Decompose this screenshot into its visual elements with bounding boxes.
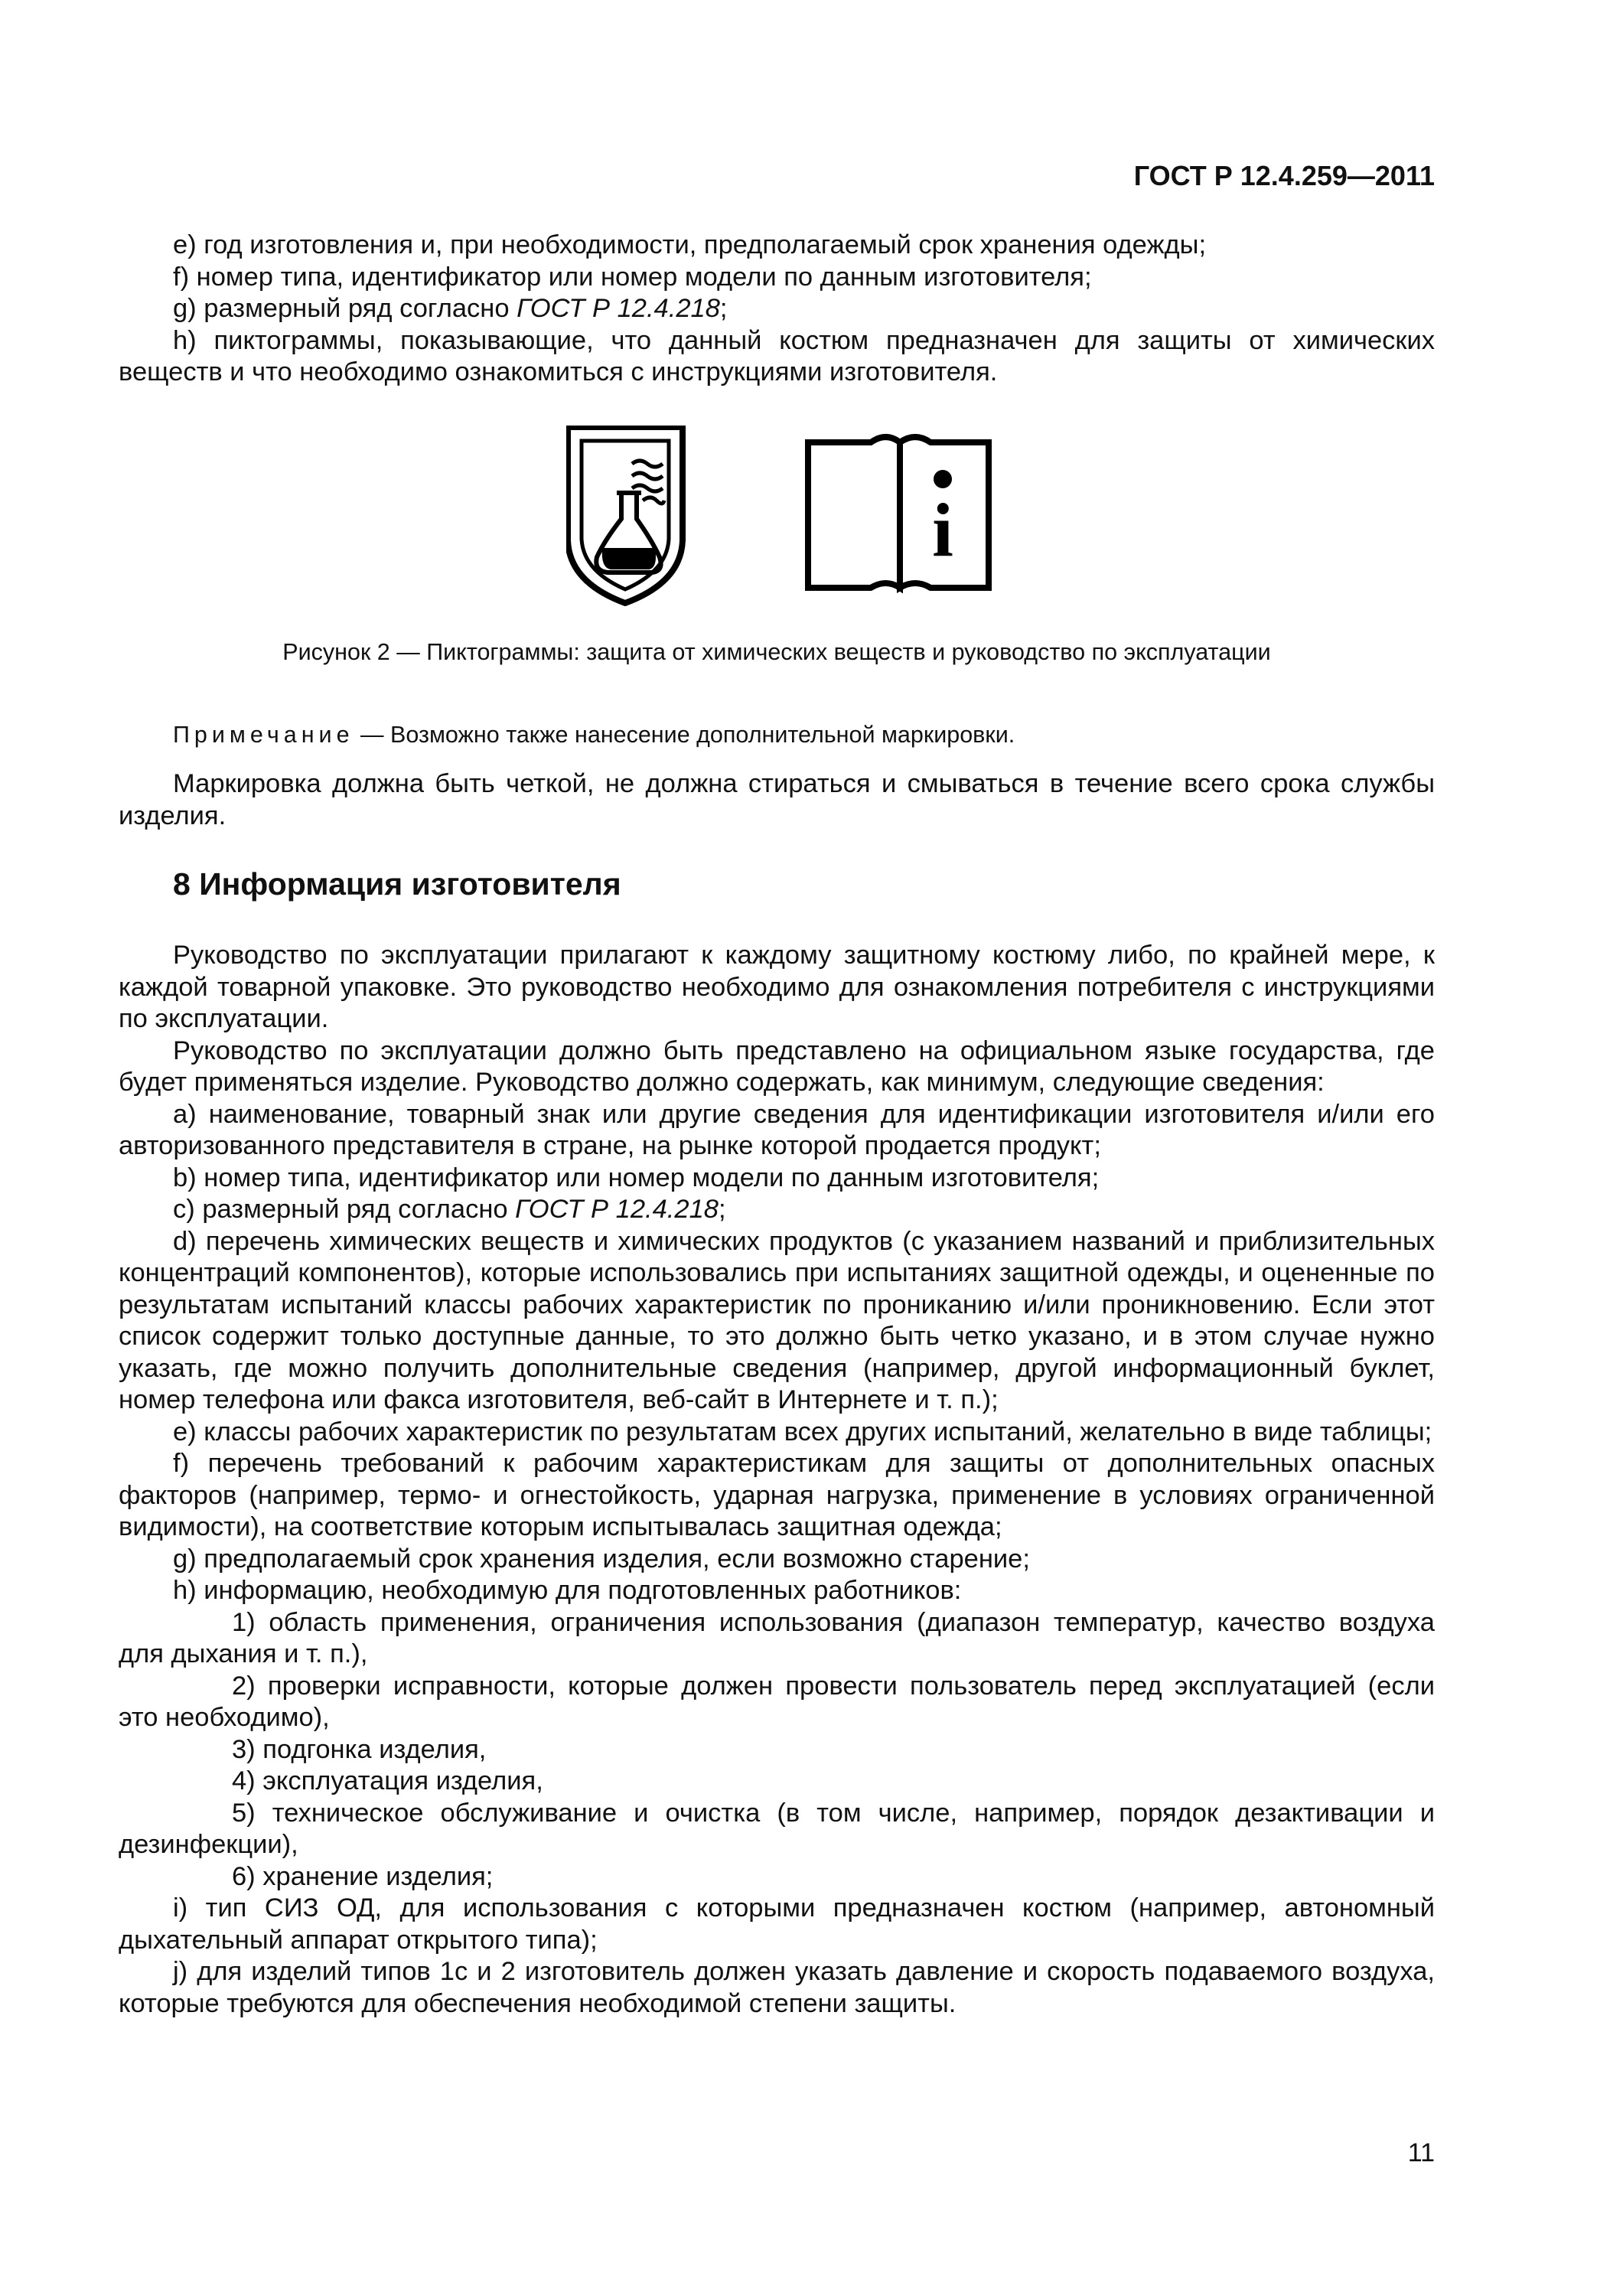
marking-paragraph: Маркировка должна быть четкой, не должна стираться и смываться в течение всего срока службы изделия. bbox=[119, 769, 1435, 830]
pictograms-figure bbox=[566, 426, 995, 606]
info-glyph: i bbox=[932, 488, 953, 572]
section-body bbox=[119, 940, 1435, 2020]
list-item-g: g) предполагаемый срок хранения изделия, если возможно старение; bbox=[173, 1544, 1030, 1574]
top-list bbox=[119, 230, 1435, 389]
list-item-e: e) классы рабочих характеристик по результатам всех других испытаний, желательно в виде таблицы; bbox=[173, 1417, 1432, 1446]
list-item-i: i) тип СИЗ ОД, для использования с которыми предназначен костюм (например, автономный дыхательный аппарат открытого типа); bbox=[119, 1893, 1435, 1955]
sublist-item-1: 1) область применения, ограничения использования (диапазон температур, качество воздуха для дыхания и т. п.), bbox=[119, 1607, 1435, 1668]
list-item-j: j) для изделий типов 1c и 2 изготовитель должен указать давление и скорость подаваемого воздуха, которые требуются для обеспечения необходимой степени защиты. bbox=[119, 1957, 1435, 2018]
page-number: 11 bbox=[1407, 2138, 1435, 2167]
document-header: ГОСТ Р 12.4.259—2011 bbox=[1133, 160, 1435, 191]
list-item-c: c) размерный ряд согласно ГОСТ Р 12.4.218; bbox=[173, 1195, 726, 1224]
standard-reference: ГОСТ Р 12.4.218 bbox=[517, 294, 720, 323]
standard-reference: ГОСТ Р 12.4.218 bbox=[515, 1195, 719, 1224]
list-item-e: e) год изготовления и, при необходимости, предполагаемый срок хранения одежды; bbox=[173, 230, 1207, 259]
list-item-g: g) размерный ряд согласно ГОСТ Р 12.4.218; bbox=[173, 294, 728, 323]
list-item-f: f) перечень требований к рабочим характеристикам для защиты от дополнительных опасных факторов (например, термо- и огнестойкость, ударная нагрузка, применение в условиях ограниченной видимости), на соответствие которым испытывалась защитная одежда; bbox=[119, 1449, 1435, 1541]
chemical-protection-icon bbox=[568, 427, 683, 603]
sublist-item-2: 2) проверки исправности, которые должен провести пользователь перед эксплуатацией (если это необходимо), bbox=[119, 1671, 1435, 1732]
paragraph: Руководство по эксплуатации должно быть представлено на официальном языке государства, где будет применяться изделие. Руководство должно содержать, как минимум, следующие сведения: bbox=[119, 1035, 1435, 1097]
section-heading: 8 Информация изготовителя bbox=[173, 866, 621, 902]
sublist-item-3: 3) подгонка изделия, bbox=[232, 1734, 487, 1764]
sublist-item-6: 6) хранение изделия; bbox=[232, 1861, 494, 1891]
list-item-b: b) номер типа, идентификатор или номер модели по данным изготовителя; bbox=[173, 1163, 1100, 1192]
list-item-d: d) перечень химических веществ и химических продуктов (с указанием названий и приблизительных концентраций компонентов), которые использовались при испытаниях защитной одежды, и оцененные по результатам испытаний классы рабочих характеристик по прониканию и/или проникновению. Если этот список содержит только доступные данные, то это должно быть четко указано, и в этом случае нужно указать, где можно получить дополнительные сведения (например, другой информационный буклет, номер телефона или факса изготовителя, веб-сайт в Интернете и т. п.); bbox=[119, 1226, 1435, 1414]
list-item-a: a) наименование, товарный знак или другие сведения для идентификации изготовителя и/или его авторизованного представителя в стране, на рынке которой продается продукт; bbox=[119, 1099, 1435, 1160]
note: Примечание — Возможно также нанесение дополнительной маркировки. bbox=[173, 722, 1015, 748]
list-item-h: h) информацию, необходимую для подготовленных работников: bbox=[173, 1576, 962, 1605]
sublist-item-4: 4) эксплуатация изделия, bbox=[232, 1766, 543, 1795]
figure-caption: Рисунок 2 — Пиктограммы: защита от химических веществ и руководство по эксплуатации bbox=[282, 639, 1271, 665]
sublist-item-5: 5) техническое обслуживание и очистка (в том числе, например, порядок дезактивации и дезинфекции), bbox=[119, 1798, 1435, 1859]
list-item-h: h) пиктограммы, показывающие, что данный костюм предназначен для защиты от химических веществ и что необходимо ознакомиться с инструкциями изготовителя. bbox=[119, 325, 1435, 386]
manual-book-icon bbox=[808, 437, 989, 588]
paragraph: Руководство по эксплуатации прилагают к каждому защитному костюму либо, по крайней мере, к каждой товарной упаковке. Это руководство необходимо для ознакомления потребителя с инструкциями по эксплуатации. bbox=[119, 941, 1435, 1033]
note-label: Примечание bbox=[173, 722, 354, 748]
list-item-f: f) номер типа, идентификатор или номер модели по данным изготовителя; bbox=[173, 262, 1092, 292]
